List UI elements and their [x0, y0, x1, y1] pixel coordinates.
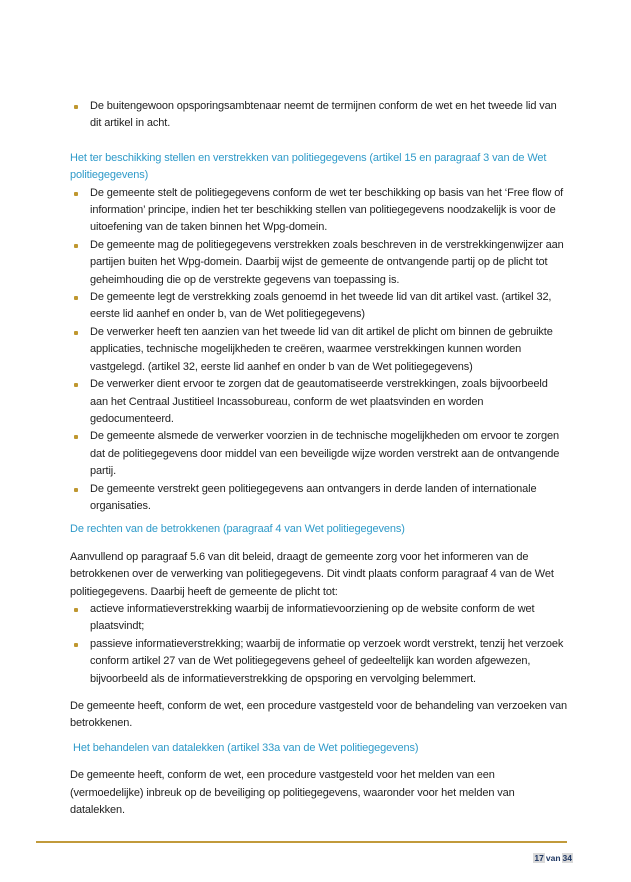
- list-item: [70, 185, 567, 237]
- list-item-text: De gemeente legt de verstrekking zoals genoemd in het tweede lid van dit artikel vast. (artikel 32, eerste lid aanhef en onder b, van de Wet politiegegevens): [90, 291, 552, 321]
- bullet-icon: [74, 488, 78, 492]
- bullet-icon: [74, 105, 78, 109]
- page-number: 17: [534, 853, 544, 863]
- list-item-text: actieve informatieverstrekking waarbij de informatievoorziening op de website conform de wet plaatsvindt;: [90, 602, 535, 633]
- intro-bullet-list: [70, 98, 567, 133]
- section-heading-datalekken: Het behandelen van datalekken (artikel 33a van de Wet politiegegevens): [73, 741, 419, 754]
- list-item: [70, 601, 567, 636]
- page-content: [70, 98, 567, 819]
- list-item: [70, 428, 567, 480]
- list-item: [70, 636, 567, 688]
- bullet-icon: [74, 435, 78, 439]
- list-item-text: De gemeente alsmede de verwerker voorzien in de technische mogelijkheden om ervoor te zorgen dat de politiegegevens door middel van een beveiligde wijze worden verstrekt aan de ontvangende partij.: [90, 430, 560, 478]
- page-footer: [533, 852, 573, 864]
- list-item-text: passieve informatieverstrekking; waarbij de informatie op verzoek wordt verstrekt, tenzij het verzoek conform artikel 27 van de Wet politiegegevens geheel of gedeeltelijk kan worden afgewezen, bijvoorbeeld als de informatieverstrekking de opsporing en vervolging belemmert.: [90, 637, 564, 685]
- list-item: [70, 237, 567, 289]
- paragraph-rechten-closing: De gemeente heeft, conform de wet, een procedure vastgesteld voor de behandeling van verzoeken van betrokkenen.: [70, 700, 568, 730]
- page-number-separator: van: [545, 853, 561, 863]
- list-item-text: De gemeente verstrekt geen politiegegevens aan ontvangers in derde landen of internationale organisaties.: [90, 482, 537, 512]
- bullet-icon: [74, 331, 78, 335]
- section-heading-verstrekken: Het ter beschikking stellen en verstrekken van politiegegevens (artikel 15 en paragraaf 3 van de Wet politiegegevens): [70, 151, 547, 182]
- bullet-icon: [74, 244, 78, 248]
- list-item-text: De gemeente stelt de politiegegevens conform de wet ter beschikking op basis van het ‘Free flow of information’ principe, indien het ter beschikking stellen van politiegegevens noodzakelijk is voor de uitoefening van de taken binnen het Wpg-domein.: [90, 186, 564, 234]
- list-item-text: De verwerker heeft ten aanzien van het tweede lid van dit artikel de plicht om binnen de gebruikte applicaties, technische mogelijkheden te creëren, waarmee verstrekkingen kunnen worden vastgelegd. (artikel 32, eerste lid aanhef en onder b van de Wet politiegegevens): [90, 325, 553, 373]
- list-item-text: De gemeente mag de politiegegevens verstrekken zoals beschreven in de verstrekkingenwijzer aan partijen buiten het Wpg-domein. Daarbij wijst de gemeente de ontvangende partij op de plicht tot geheimhouding die op de verstrekte gegevens van toepassing is.: [90, 238, 564, 286]
- paragraph-rechten-lead: Aanvullend op paragraaf 5.6 van dit beleid, draagt de gemeente zorg voor het informeren van de betrokkenen over de verwerking van politiegegevens. Dit vindt plaats conform paragraaf 4 van de Wet politiegegevens. Daarbij heeft de gemeente de plicht tot:: [70, 550, 554, 598]
- bullet-icon: [74, 383, 78, 387]
- page-total: 34: [562, 853, 572, 863]
- list-item-text: De buitengewoon opsporingsambtenaar neemt de termijnen conform de wet en het tweede lid van dit artikel in acht.: [90, 100, 557, 130]
- paragraph-datalekken: De gemeente heeft, conform de wet, een procedure vastgesteld voor het melden van een (vermoedelijke) inbreuk op de beveiliging op politiegegevens, waaronder voor het melden van datalekken.: [70, 769, 515, 817]
- bullet-icon: [74, 608, 78, 612]
- list-item: [70, 324, 567, 376]
- section-heading-rechten: De rechten van de betrokkenen (paragraaf 4 van Wet politiegegevens): [70, 523, 405, 536]
- bullet-icon: [74, 296, 78, 300]
- list-item: [70, 289, 567, 324]
- list-item: [70, 98, 567, 133]
- footer-divider: [36, 841, 567, 843]
- list-item-text: De verwerker dient ervoor te zorgen dat de geautomatiseerde verstrekkingen, zoals bijvoorbeeld aan het Centraal Justitieel Incassobureau, conform de wet plaatsvinden en worden gedocumenteerd.: [90, 378, 548, 425]
- list-item: [70, 481, 567, 516]
- rechten-bullet-list: [70, 601, 567, 688]
- list-item: [70, 376, 567, 428]
- bullet-icon: [74, 192, 78, 196]
- verstrekken-bullet-list: [70, 185, 567, 516]
- bullet-icon: [74, 643, 78, 647]
